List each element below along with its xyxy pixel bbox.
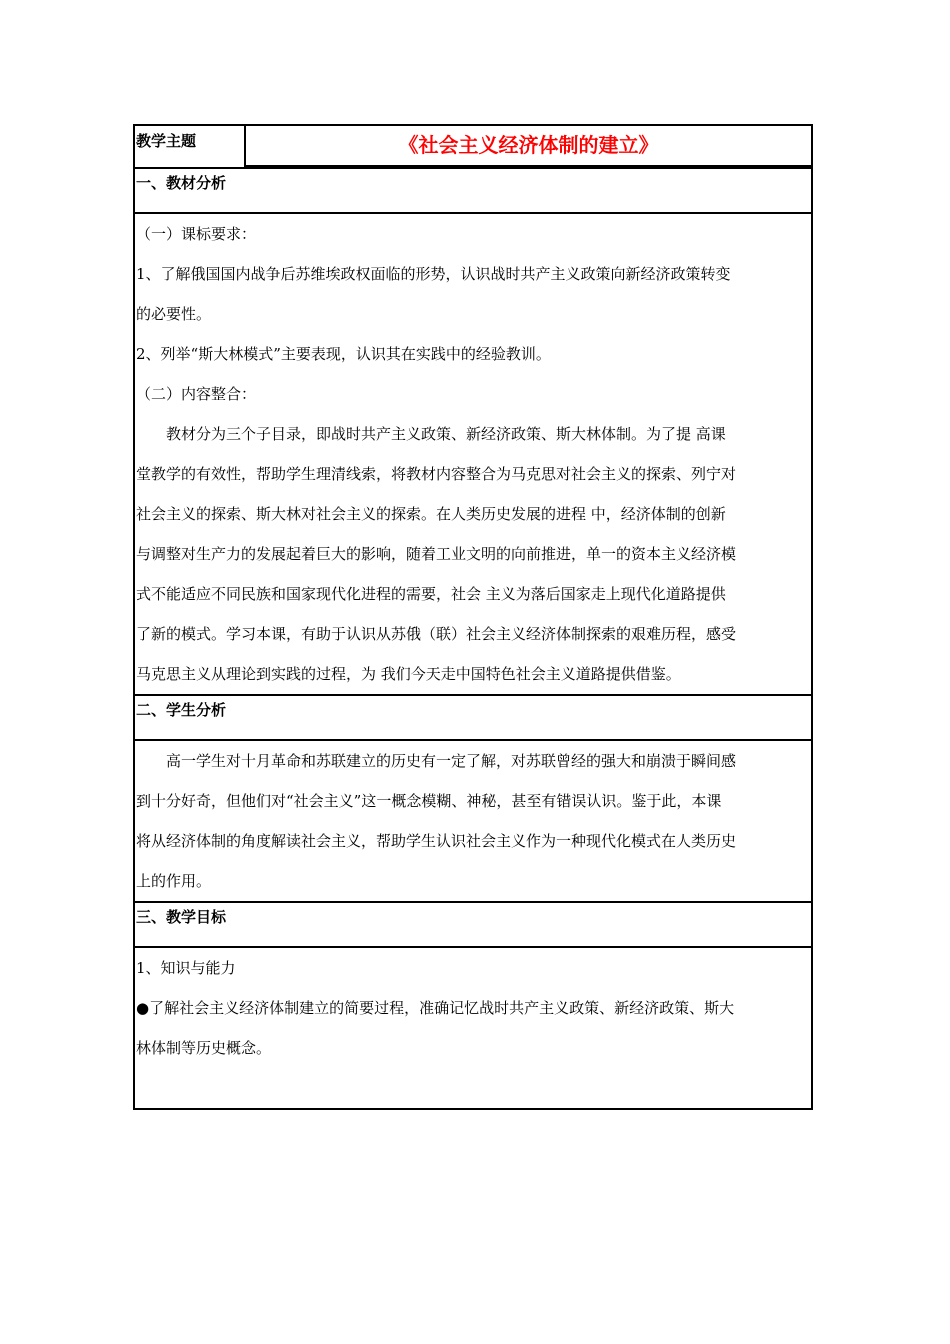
requirement-2: 2、列举“斯大林模式”主要表现，认识其在实践中的经验教训。 (136, 345, 551, 363)
integration-paragraph-line: 了新的模式。学习本课，有助于认识从苏俄（联）社会主义经济体制探索的艰难历程，感受 (136, 625, 737, 643)
materials-content (135, 212, 811, 694)
integration-paragraph-line: 马克思主义从理论到实践的过程，为 我们今天走中国特色社会主义道路提供借鉴。 (136, 665, 681, 683)
students-content (135, 739, 811, 901)
students-paragraph-line: 到十分好奇，但他们对“社会主义”这一概念模糊、神秘，甚至有错误认识。鉴于此，本课 (136, 792, 722, 810)
students-paragraph-line: 高一学生对十月革命和苏联建立的历史有一定了解，对苏联曾经的强大和崩溃于瞬间感 (166, 752, 737, 770)
topic-label: 教学主题 (135, 126, 246, 167)
students-paragraph-line: 将从经济体制的角度解读社会主义，帮助学生认识社会主义作为一种现代化模式在人类历史 (136, 832, 737, 850)
objective-bullet-line-2: 林体制等历史概念。 (136, 1039, 272, 1057)
section-heading-materials: 一、教材分析 (135, 167, 811, 212)
topic-title: 《社会主义经济体制的建立》 (246, 126, 811, 167)
integration-paragraph-line: 式不能适应不同民族和国家现代化进程的需要，社会 主义为落后国家走上现代化道路提供 (136, 585, 726, 603)
integration-paragraph-line: 社会主义的探索、斯大林对社会主义的探索。在人类历史发展的进程 中，经济体制的创新 (136, 505, 726, 523)
objectives-content (135, 946, 811, 1110)
topic-row (135, 126, 811, 167)
requirement-1-line-2: 的必要性。 (136, 305, 212, 323)
integration-paragraph-line: 与调整对生产力的发展起着巨大的影响，随着工业文明的向前推进，单一的资本主义经济模 (136, 545, 737, 563)
section-heading-objectives: 三、教学目标 (135, 901, 811, 946)
students-paragraph-line: 上的作用。 (136, 872, 212, 890)
lesson-plan-table (133, 124, 813, 1110)
curriculum-subheading: （一）课标要求： (136, 225, 257, 243)
knowledge-ability-subheading: 1、知识与能力 (136, 959, 236, 977)
section-heading-students: 二、学生分析 (135, 694, 811, 739)
integration-paragraph-line: 堂教学的有效性，帮助学生理清线索，将教材内容整合为马克思对社会主义的探索、列宁对 (136, 465, 737, 483)
objective-bullet-line-1: ●了解社会主义经济体制建立的简要过程，准确记忆战时共产主义政策、新经济政策、斯大 (136, 999, 735, 1017)
integration-subheading: （二）内容整合： (136, 385, 257, 403)
integration-paragraph-line: 教材分为三个子目录，即战时共产主义政策、新经济政策、斯大林体制。为了提 高课 (166, 425, 726, 443)
requirement-1-line-1: 1、了解俄国国内战争后苏维埃政权面临的形势，认识战时共产主义政策向新经济政策转变 (136, 265, 731, 283)
